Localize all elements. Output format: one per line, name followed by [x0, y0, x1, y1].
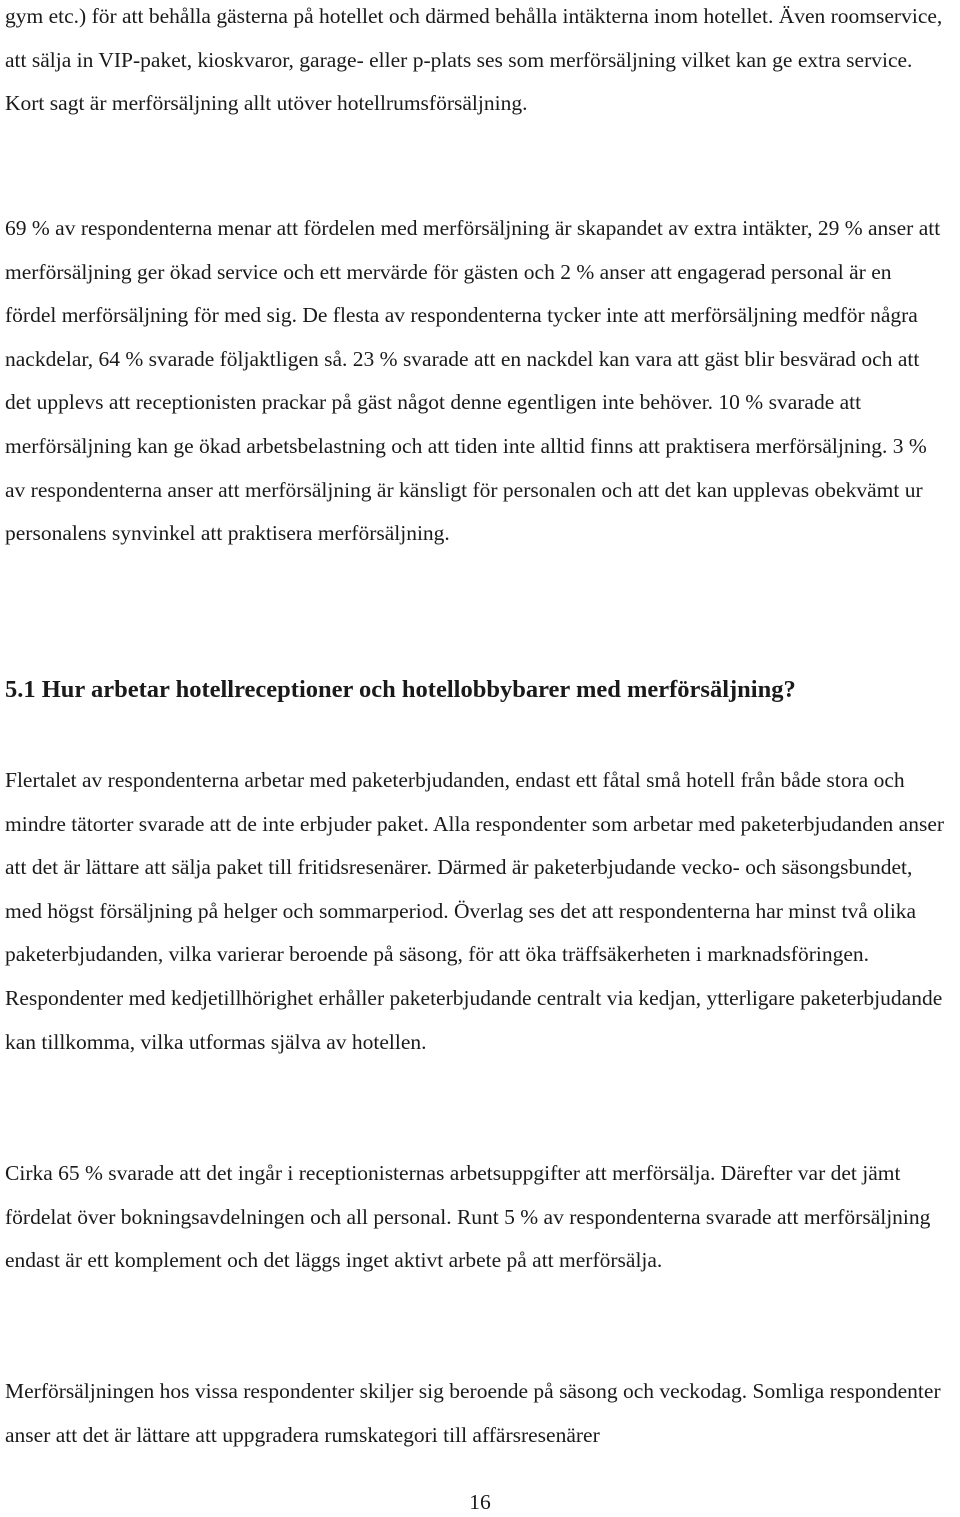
section-heading: 5.1 Hur arbetar hotellreceptioner och hotellobbybarer med merförsäljning?	[5, 676, 796, 703]
paragraph-seasonal-variation: Merförsäljningen hos vissa respondenter skiljer sig beroende på säsong och veckodag. Somliga respondenter anser att det är lättare att uppgradera rumskategori till affärsresenärer	[5, 1379, 941, 1447]
paragraph-advantages-disadvantages: 69 % av respondenterna menar att fördelen med merförsäljning är skapandet av extra intäkter, 29 % anser att merförsäljning ger ökad service och ett mervärde för gästen och 2 % anser att engagerad personal är en fördel merförsäljning för med sig. De flesta av respondenterna tycker inte att merförsäljning medför några nackdelar, 64 % svarade följaktligen så. 23 % svarade att en nackdel kan vara att gäst blir besvärad och att det upplevs att receptionisten prackar på gäst något denne egentligen inte behöver. 10 % svarade att merförsäljning kan ge ökad arbetsbelastning och att tiden inte alltid finns att praktisera merförsäljning. 3 % av respondenterna anser att merförsäljning är känsligt för personalen och att det kan upplevas obekvämt ur personalens synvinkel att praktisera merförsäljning.	[5, 216, 941, 546]
paragraph-responsibility: Cirka 65 % svarade att det ingår i receptionisternas arbetsuppgifter att merförsälja. Därefter var det jämt fördelat över bokningsavdelningen och all personal. Runt 5 % av respondenterna svarade att merförsäljning endast är ett komplement och det läggs inget aktivt arbete på att merförsälja.	[5, 1161, 931, 1273]
paragraph-upselling-definition: gym etc.) för att behålla gästerna på hotellet och därmed behålla intäkterna inom hotellet. Även roomservice, att sälja in VIP-paket, kioskvaror, garage- eller p-plats ses som merförsäljning vilket kan ge extra service. Kort sagt är merförsäljning allt utöver hotellrumsförsäljning.	[5, 4, 943, 116]
page-number: 16	[469, 1490, 491, 1514]
paragraph-package-offers: Flertalet av respondenterna arbetar med paketerbjudanden, endast ett fåtal små hotell från både stora och mindre tätorter svarade att de inte erbjuder paket. Alla respondenter som arbetar med paketerbjudanden anser att det är lättare att sälja paket till fritidsresenärer. Därmed är paketerbjudande vecko- och säsongsbundet, med högst försäljning på helger och sommarperiod. Överlag ses det att respondenterna har minst två olika paketerbjudanden, vilka varierar beroende på säsong, för att öka träffsäkerheten i marknadsföringen. Respondenter med kedjetillhörighet erhåller paketerbjudande centralt via kedjan, ytterligare paketerbjudande kan tillkomma, vilka utformas själva av hotellen.	[5, 768, 945, 1054]
